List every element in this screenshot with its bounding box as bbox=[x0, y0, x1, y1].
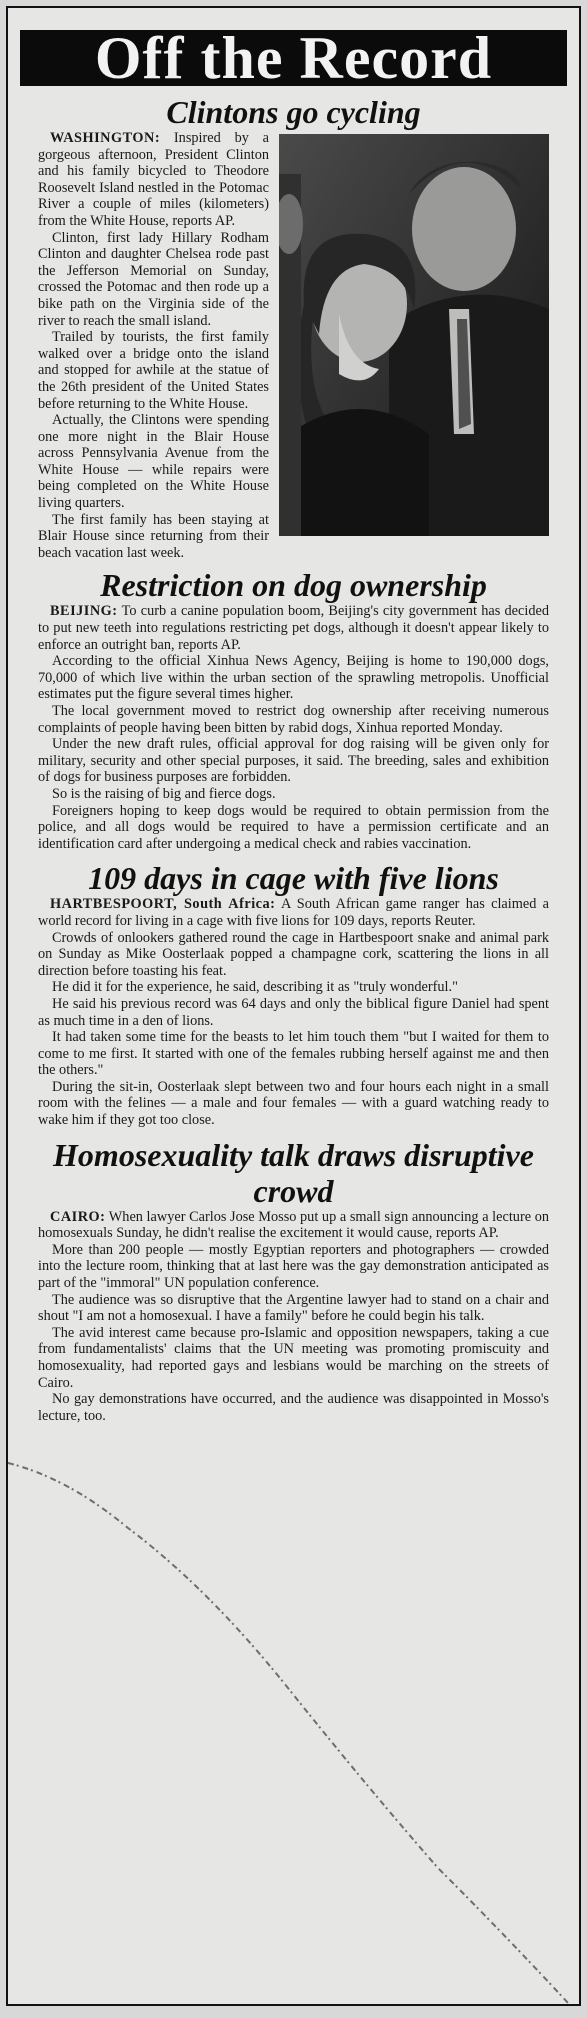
paragraph: To curb a canine population boom, Beijing's city government has decided to put new teeth into regulations restricting pet dogs, although it doesn't appear likely to enforce an outright ban, reports AP. bbox=[38, 603, 549, 653]
masthead-title: Off the Record bbox=[94, 24, 493, 91]
story-dog-ownership bbox=[38, 567, 549, 852]
headline: 109 days in cage with five lions bbox=[88, 860, 499, 897]
masthead bbox=[20, 24, 567, 91]
newspaper-clipping bbox=[6, 6, 581, 2006]
dateline: HARTBESPOORT, South Africa: bbox=[50, 896, 276, 913]
headline: Restriction on dog ownership bbox=[100, 567, 487, 604]
headline: Homosexuality talk draws disruptive crowd bbox=[53, 1136, 534, 1209]
story-body bbox=[38, 130, 549, 561]
headline: Clintons go cycling bbox=[166, 94, 421, 130]
paragraph: Actually, the Clintons were spending one more night in the Blair House across Pennsylvania Avenue from the White House — while repairs were being completed on the White House living quarters. bbox=[38, 412, 269, 512]
paragraph: He did it for the experience, he said, describing it as "truly wonderful." bbox=[52, 979, 458, 996]
paragraph: A South African game ranger has claimed a world record for living in a cage with five lions for 109 days, reports Reuter. bbox=[38, 896, 550, 929]
paragraph: More than 200 people — mostly Egyptian reporters and photographers — crowded into the lecture room, thinking that at last here was the gay demonstration anticipated as part of the "immoral" UN population conference. bbox=[38, 1241, 549, 1292]
paragraph: He said his previous record was 64 days and only the biblical figure Daniel had spent as much time in a den of lions. bbox=[38, 995, 549, 1029]
story-homosexuality-talk bbox=[38, 1137, 549, 1425]
paragraph: Crowds of onlookers gathered round the cage in Hartbespoort snake and animal park on Sunday as Mike Oosterlaak popped a champagne cork, scattering the lions in all direction before toasting his feat. bbox=[38, 929, 549, 979]
story-body bbox=[38, 896, 549, 1128]
dateline: BEIJING: bbox=[50, 603, 118, 620]
paragraph: According to the official Xinhua News Agency, Beijing is home to 190,000 dogs, 70,000 of which live within the urban section of the sprawling metropolis. Unofficial estimates put the figure several times higher. bbox=[38, 653, 549, 703]
paragraph: No gay demonstrations have occurred, and the audience was disappointed in Mosso's lecture, too. bbox=[38, 1391, 549, 1424]
paragraph: When lawyer Carlos Jose Mosso put up a small sign announcing a lecture on homosexuals Sunday, he didn't realise the excitement it would cause, reports AP. bbox=[38, 1208, 549, 1242]
paragraph: It had taken some time for the beasts to let him touch them "but I waited for them to come to me first. It started with one of the females rubbing herself against me and then the others." bbox=[38, 1029, 549, 1079]
story-body bbox=[38, 603, 549, 852]
column bbox=[8, 94, 579, 1424]
paragraph: During the sit-in, Oosterlaak slept between two and four hours each night in a small room with the felines — a male and four females — with a guard watching ready to wake him if they got too close. bbox=[38, 1078, 549, 1129]
paragraph: Inspired by a gorgeous afternoon, President Clinton and his family bicycled to Theodore Roosevelt Island nestled in the Potomac River a couple of miles (kilometers) from the White House, reports AP. bbox=[38, 130, 270, 229]
paragraph: Clinton, first lady Hillary Rodham Clinton and daughter Chelsea rode past the Jefferson Memorial on Sunday, crossed the Potomac and then rode up a bike path on the Virginia side of the river to reach the small island. bbox=[38, 229, 269, 329]
paragraph: The audience was so disruptive that the Argentine lawyer had to stand on a chair and shout "I am not a homosexual. I have a family" before he could begin his talk. bbox=[38, 1291, 549, 1325]
paragraph: The avid interest came because pro-Islamic and opposition newspapers, taking a cue from fundamentalists' claims that the UN meeting was promoting promiscuity and homosexuality, had reported gays and lesbians would be marching on the streets of Cairo. bbox=[38, 1324, 549, 1391]
story-lions-cage bbox=[38, 860, 549, 1128]
dateline: CAIRO: bbox=[50, 1208, 106, 1225]
paragraph: Foreigners hoping to keep dogs would be required to obtain permission from the police, and all dogs would be required to have a permission certificate and an identification card after undergoing a medical check and rabies vaccination. bbox=[38, 802, 549, 852]
paragraph: The first family has been staying at Blair House since returning from their beach vacation last week. bbox=[38, 511, 269, 561]
story-body bbox=[38, 1209, 549, 1425]
paragraph: So is the raising of big and fierce dogs. bbox=[52, 785, 276, 802]
photo-image bbox=[279, 134, 549, 536]
story-clintons-cycling bbox=[38, 94, 549, 561]
photo-clinton-family bbox=[279, 134, 549, 536]
dateline: WASHINGTON: bbox=[50, 130, 161, 146]
paragraph: The local government moved to restrict dog ownership after receiving numerous complaints of people having been bitten by rabid dogs, Xinhua reported Monday. bbox=[38, 703, 549, 736]
paragraph: Trailed by tourists, the first family walked over a bridge onto the island and stopped for awhile at the statue of the 26th president of the United States before returning to the White House. bbox=[38, 329, 269, 412]
paragraph: Under the new draft rules, official approval for dog raising will be given only for military, security and other special purposes, it said. The breeding, sales and exhibition of dogs for business purposes are forbidden. bbox=[38, 736, 549, 786]
